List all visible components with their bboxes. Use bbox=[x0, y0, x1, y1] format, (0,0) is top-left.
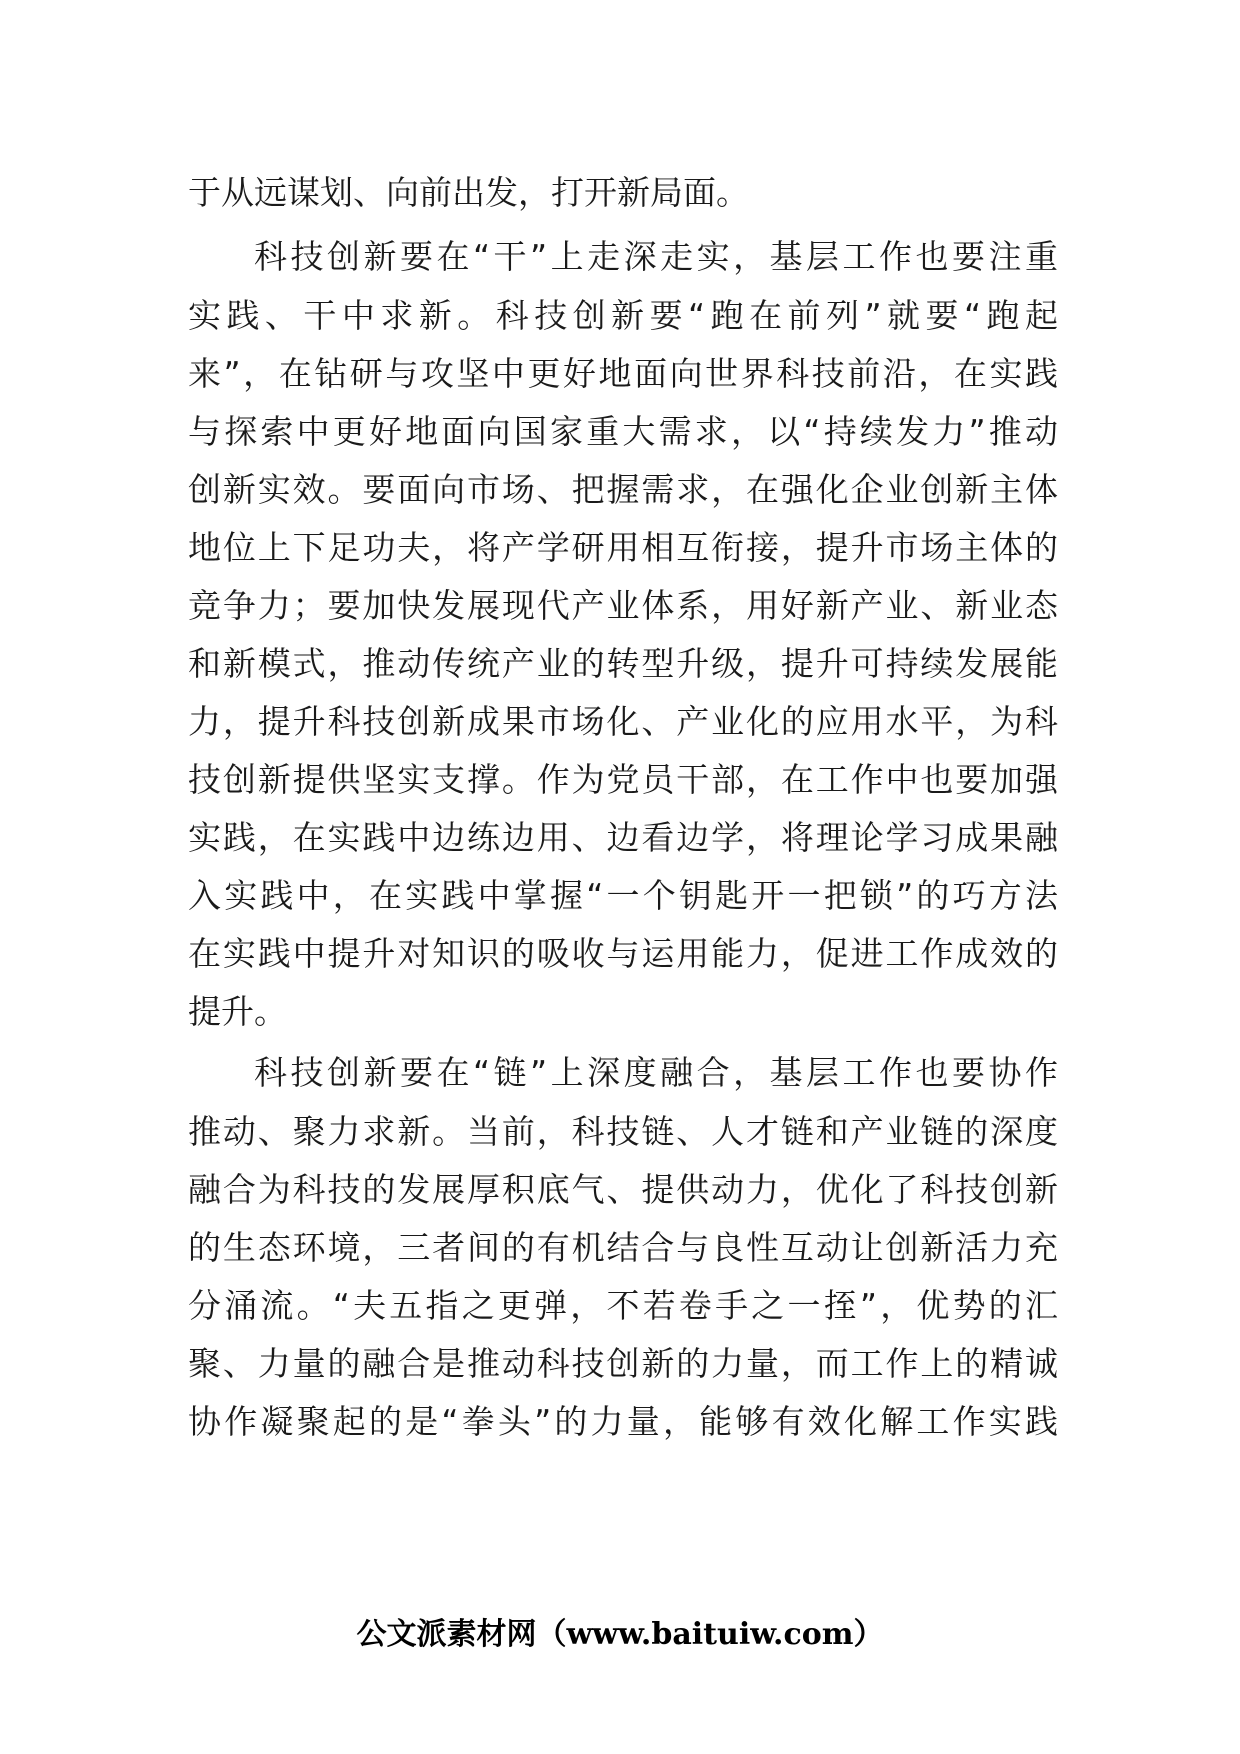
text-line: 实践、干中求新。科技创新要“跑在前列”就要“跑起 bbox=[188, 296, 1058, 335]
footer-watermark: 公文派素材网（www.baituiw.com） bbox=[356, 1617, 884, 1652]
text-line: 聚、力量的融合是推动科技创新的力量，而工作上的精诚 bbox=[188, 1344, 1058, 1383]
paragraph-start-line: 科技创新要在“链”上深度融合，基层工作也要协作 bbox=[254, 1053, 1058, 1092]
text-line: 的生态环境，三者间的有机结合与良性互动让创新活力充 bbox=[188, 1228, 1058, 1267]
text-line: 来”，在钻研与攻坚中更好地面向世界科技前沿，在实践 bbox=[188, 354, 1058, 393]
text-line: 推动、聚力求新。当前，科技链、人才链和产业链的深度 bbox=[188, 1112, 1058, 1151]
text-line: 创新实效。要面向市场、把握需求，在强化企业创新主体 bbox=[188, 470, 1058, 509]
text-line: 协作凝聚起的是“拳头”的力量，能够有效化解工作实践 bbox=[188, 1402, 1058, 1441]
text-line: 技创新提供坚实支撑。作为党员干部，在工作中也要加强 bbox=[188, 760, 1058, 799]
paragraph-start-line: 科技创新要在“干”上走深走实，基层工作也要注重 bbox=[254, 237, 1058, 276]
text-line: 竞争力；要加快发展现代产业体系，用好新产业、新业态 bbox=[188, 586, 1058, 625]
text-line: 融合为科技的发展厚积底气、提供动力，优化了科技创新 bbox=[188, 1170, 1058, 1209]
text-line: 力，提升科技创新成果市场化、产业化的应用水平，为科 bbox=[188, 702, 1058, 741]
text-line: 地位上下足功夫，将产学研用相互衔接，提升市场主体的 bbox=[188, 528, 1058, 567]
text-line: 在实践中提升对知识的吸收与运用能力，促进工作成效的 bbox=[188, 934, 1058, 973]
text-line: 和新模式，推动传统产业的转型升级，提升可持续发展能 bbox=[188, 644, 1058, 683]
text-line: 实践，在实践中边练边用、边看边学，将理论学习成果融 bbox=[188, 818, 1058, 857]
text-line: 提升。 bbox=[188, 992, 287, 1031]
text-line: 于从远谋划、向前出发，打开新局面。 bbox=[188, 173, 749, 212]
text-line: 分涌流。“夫五指之更弹，不若卷手之一挃”，优势的汇 bbox=[188, 1286, 1058, 1325]
text-line: 与探索中更好地面向国家重大需求，以“持续发力”推动 bbox=[188, 412, 1058, 451]
text-line: 入实践中，在实践中掌握“一个钥匙开一把锁”的巧方法 bbox=[188, 876, 1058, 915]
